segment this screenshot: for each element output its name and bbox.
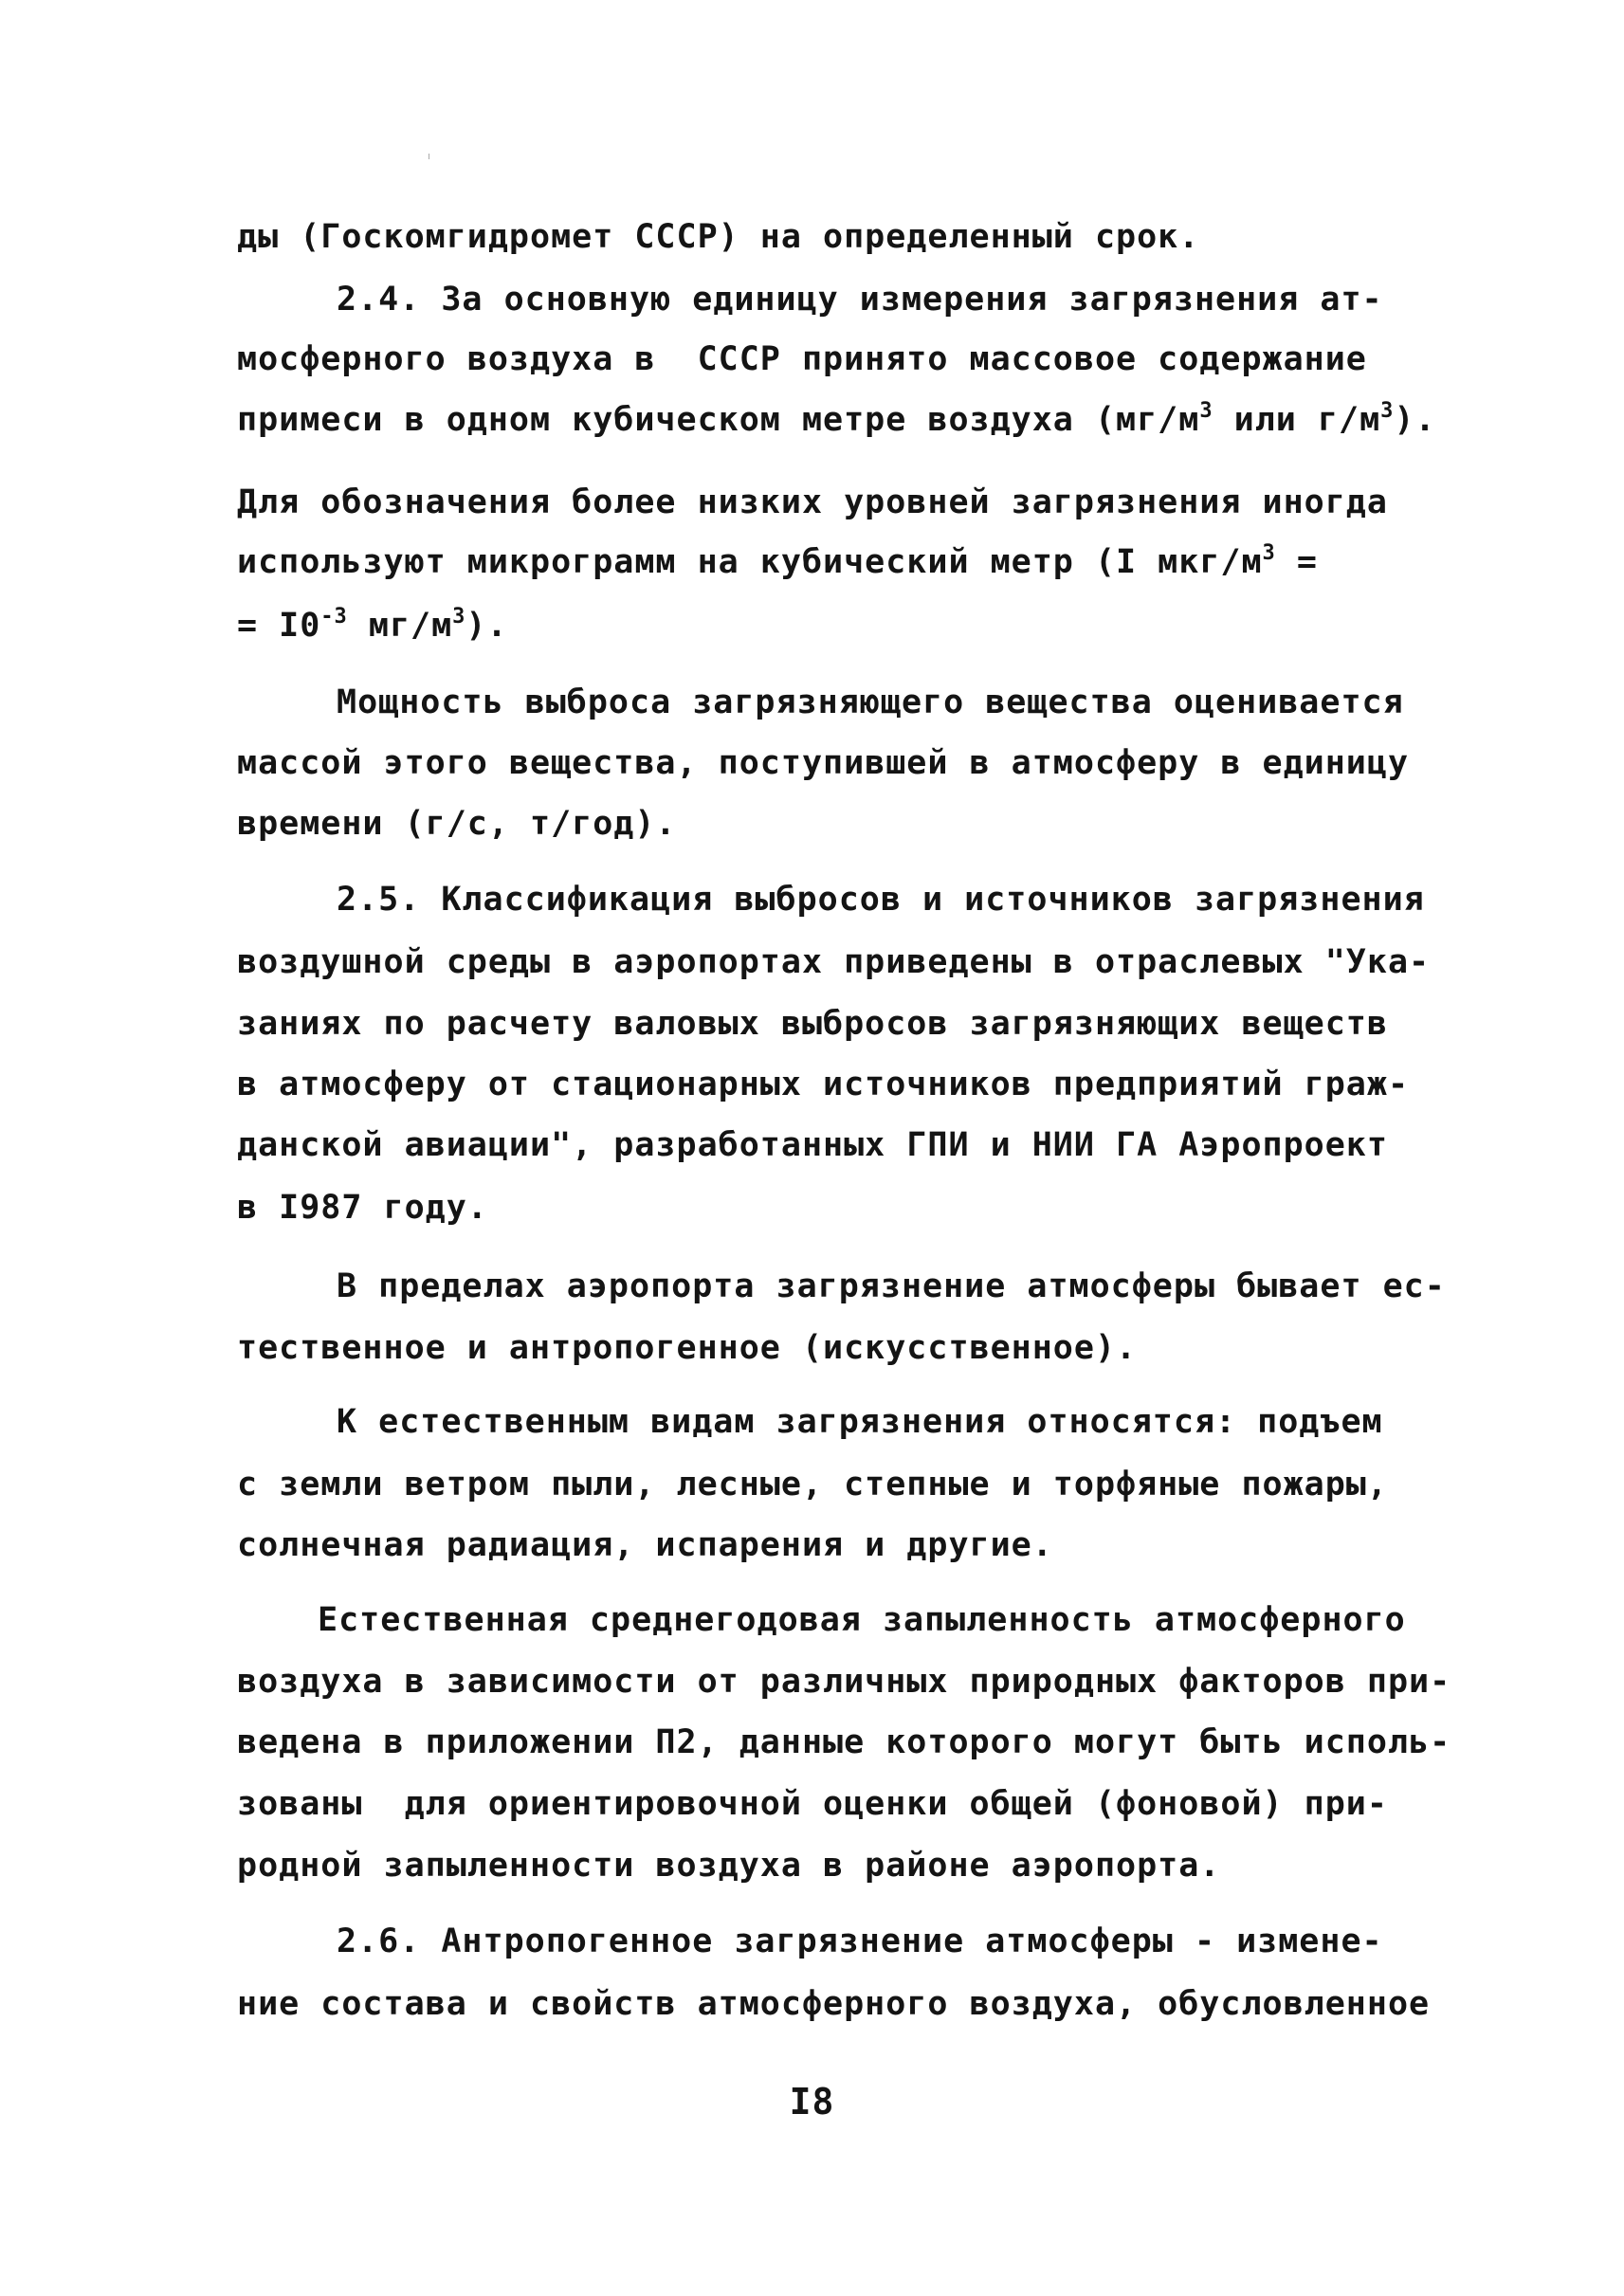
text-line: [237, 541, 1318, 583]
text-line: времени (г/с, т/год).: [237, 805, 677, 843]
text-span: ).: [1394, 401, 1436, 439]
text-span: примеси в одном кубическом метре воздуха (мг/м: [237, 401, 1200, 439]
text-line: в атмосферу от стационарных источников предприятий граж-: [237, 1066, 1410, 1103]
superscript: 3: [1380, 399, 1395, 423]
superscript: 3: [1262, 541, 1276, 565]
superscript: -3: [320, 605, 348, 629]
text-line: Для обозначения более низких уровней загрязнения иногда: [237, 483, 1388, 521]
text-line: 2.4. За основную единицу измерения загрязнения ат-: [337, 281, 1383, 319]
superscript: 3: [452, 605, 466, 629]
text-line: К естественным видам загрязнения относятся: подъем: [337, 1403, 1383, 1441]
text-line: ды (Госкомгидромет СССР) на определенный срок.: [237, 218, 1200, 256]
text-line: данской авиации", разработанных ГПИ и НИИ ГА Аэропроект: [237, 1126, 1388, 1164]
text-line: заниях по расчету валовых выбросов загрязняющих веществ: [237, 1005, 1388, 1043]
text-span: или г/м: [1213, 401, 1381, 439]
text-span: мг/м: [347, 607, 453, 645]
text-span: используют микрограмм на кубический метр (I мкг/м: [237, 543, 1263, 581]
text-line: тественное и антропогенное (искусственное).: [237, 1329, 1138, 1367]
text-line: В пределах аэропорта загрязнение атмосферы бывает ес-: [337, 1267, 1446, 1305]
superscript: 3: [1199, 399, 1213, 423]
text-line: воздуха в зависимости от различных природных факторов при-: [237, 1663, 1451, 1701]
text-line: ние состава и свойств атмосферного воздуха, обусловленное: [237, 1985, 1431, 2023]
page-number: I8: [789, 2081, 835, 2123]
text-line: в I987 году.: [237, 1189, 488, 1227]
text-line: мосферного воздуха в СССР принято массовое содержание: [237, 340, 1367, 378]
text-line: зованы для ориентировочной оценки общей (фоновой) при-: [237, 1785, 1388, 1823]
text-line: Естественная среднегодовая запыленность атмосферного: [318, 1601, 1406, 1639]
text-line: солнечная радиация, испарения и другие.: [237, 1526, 1053, 1564]
text-line: родной запыленности воздуха в районе аэропорта.: [237, 1847, 1221, 1885]
text-line: ведена в приложении П2, данные которого могут быть исполь-: [237, 1723, 1451, 1761]
text-line: [237, 605, 508, 647]
text-span: =: [1275, 543, 1318, 581]
text-line: с земли ветром пыли, лесные, степные и торфяные пожары,: [237, 1466, 1388, 1503]
text-line: Мощность выброса загрязняющего вещества оценивается: [337, 683, 1404, 721]
text-line: массой этого вещества, поступившей в атмосферу в единицу: [237, 744, 1410, 782]
text-line: воздушной среды в аэропортах приведены в отраслевых "Ука-: [237, 943, 1431, 981]
text-line: 2.5. Классификация выбросов и источников загрязнения: [337, 881, 1425, 919]
text-line: 2.6. Антропогенное загрязнение атмосферы - измене-: [337, 1922, 1383, 1960]
text-span: ).: [465, 607, 508, 645]
text-span: = I0: [237, 607, 321, 645]
text-line: [237, 399, 1436, 441]
